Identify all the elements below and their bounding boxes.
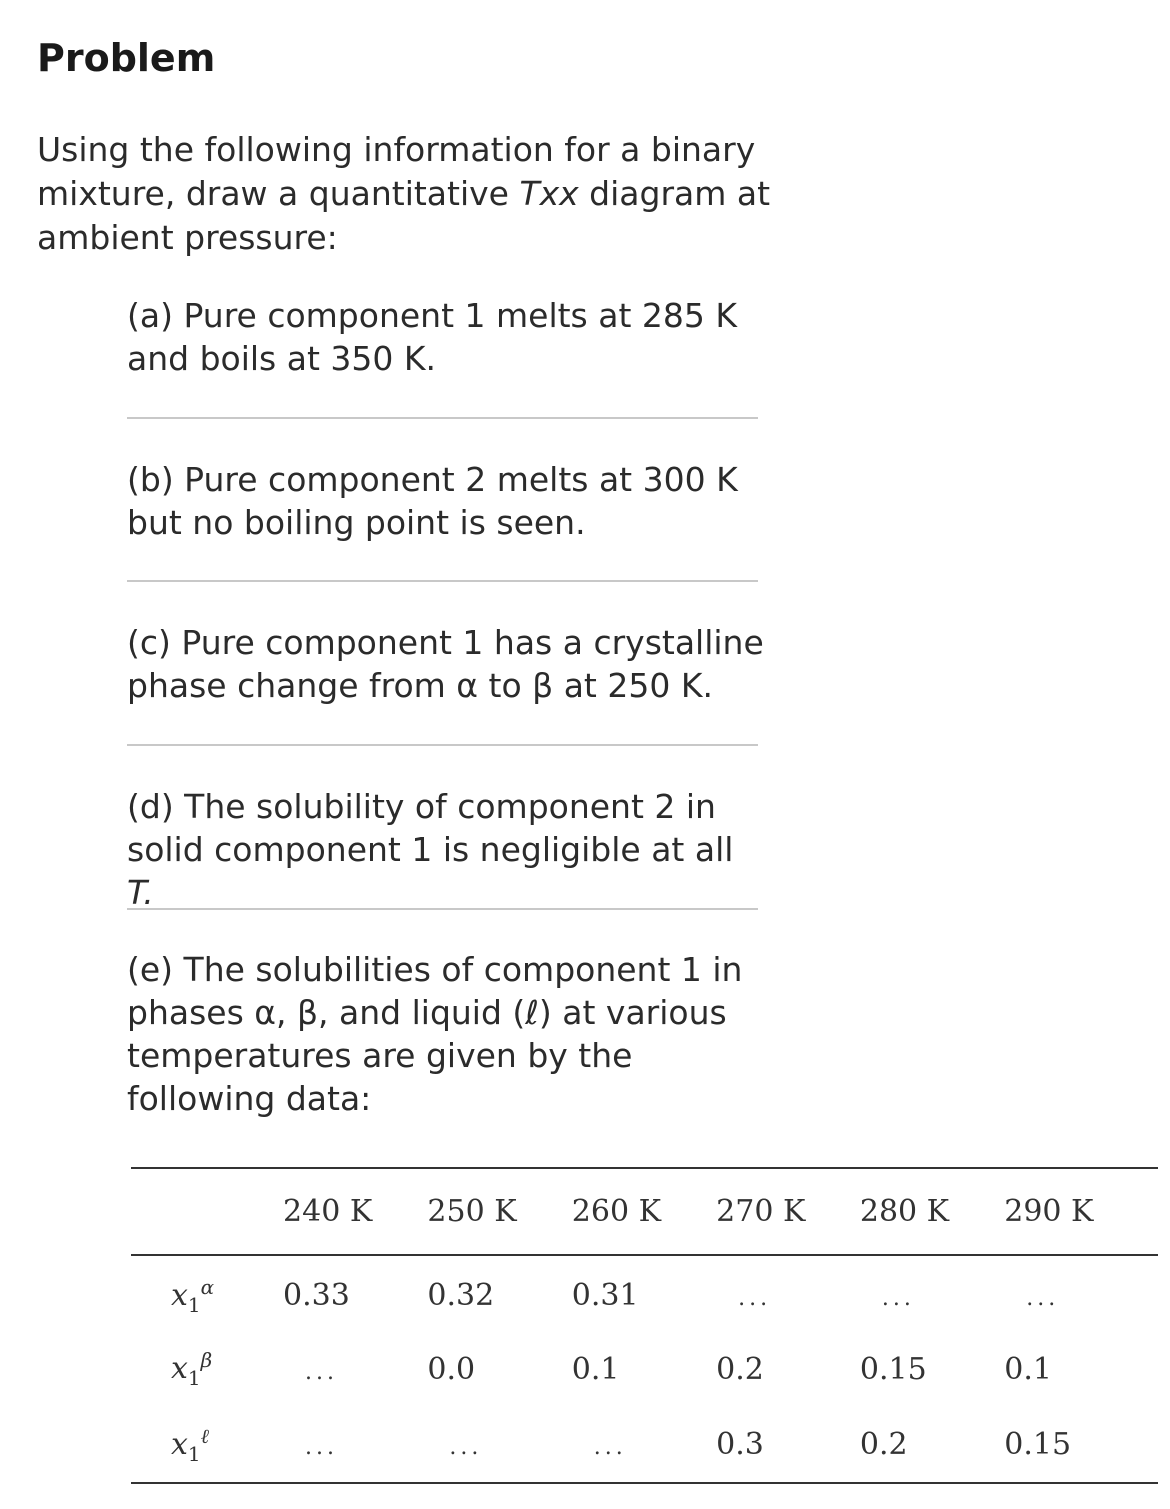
- column-header: 250 K: [427, 1194, 517, 1229]
- row-label-liquid: $x_1^\ell$: [171, 1423, 209, 1466]
- table-cell: ...: [305, 1435, 338, 1460]
- table-cell: ...: [881, 1286, 915, 1311]
- table-cell: 0.2: [716, 1351, 764, 1387]
- divider: [127, 580, 758, 582]
- table-cell: 0.15: [859, 1351, 927, 1387]
- table-row: [131, 1255, 1158, 1331]
- intro-text-end: diagram at ambient pressure:: [37, 174, 771, 257]
- table-row: [131, 1407, 1158, 1483]
- item-d-emphasis: T.: [127, 873, 154, 912]
- table-header-row: [131, 1168, 1158, 1255]
- table-row: [131, 1331, 1158, 1407]
- item-c: (c) Pure component 1 has a crystalline phase change from α to β at 250 K.: [127, 623, 764, 705]
- table-cell: 0.31: [571, 1278, 639, 1313]
- table-cell: 0.3: [716, 1427, 764, 1462]
- table-cell: ...: [738, 1286, 772, 1311]
- table-cell: 0.33: [283, 1278, 350, 1313]
- table-cell: 0.2: [859, 1427, 908, 1462]
- table-cell: 0.0: [427, 1351, 476, 1387]
- page-title: Problem: [37, 36, 216, 80]
- problem-intro: [37, 128, 777, 260]
- table-cell: 0.1: [571, 1351, 620, 1387]
- item-d: [127, 785, 767, 914]
- table-cell: 0.32: [427, 1278, 495, 1313]
- row-label-alpha: $x_1^\alpha$: [171, 1274, 215, 1317]
- intro-emphasis: Txx: [519, 174, 579, 213]
- item-d-text: (d) The solubility of component 2 in solid component 1 is negligible at all: [127, 787, 734, 869]
- column-header: 290 K: [1004, 1194, 1094, 1229]
- intro-text: Using the following information for a binary mixture, draw a quantitative: [37, 130, 756, 213]
- table-cell: ...: [305, 1359, 338, 1385]
- solubility-table: [131, 1167, 1158, 1484]
- row-label-beta: $x_1^\beta$: [171, 1348, 213, 1390]
- table-cell: 0.15: [1004, 1427, 1072, 1462]
- table-cell: ...: [1026, 1286, 1060, 1311]
- item-a: (a) Pure component 1 melts at 285 K and boils at 350 K.: [127, 296, 738, 378]
- table-cell: 0.1: [1004, 1351, 1052, 1387]
- table-cell: ...: [593, 1435, 627, 1460]
- item-b: (b) Pure component 2 melts at 300 K but no boiling point is seen.: [127, 460, 738, 542]
- divider: [127, 417, 758, 419]
- table-cell: ...: [449, 1435, 483, 1460]
- divider: [127, 744, 758, 746]
- column-header: 280 K: [859, 1194, 950, 1229]
- item-e: (e) The solubilities of component 1 in phases α, β, and liquid (ℓ) at various temperatures are given by the following data:: [127, 950, 743, 1118]
- column-header: 270 K: [716, 1194, 806, 1229]
- divider: [127, 908, 758, 910]
- column-header: 240 K: [283, 1194, 373, 1229]
- column-header: 260 K: [571, 1194, 661, 1229]
